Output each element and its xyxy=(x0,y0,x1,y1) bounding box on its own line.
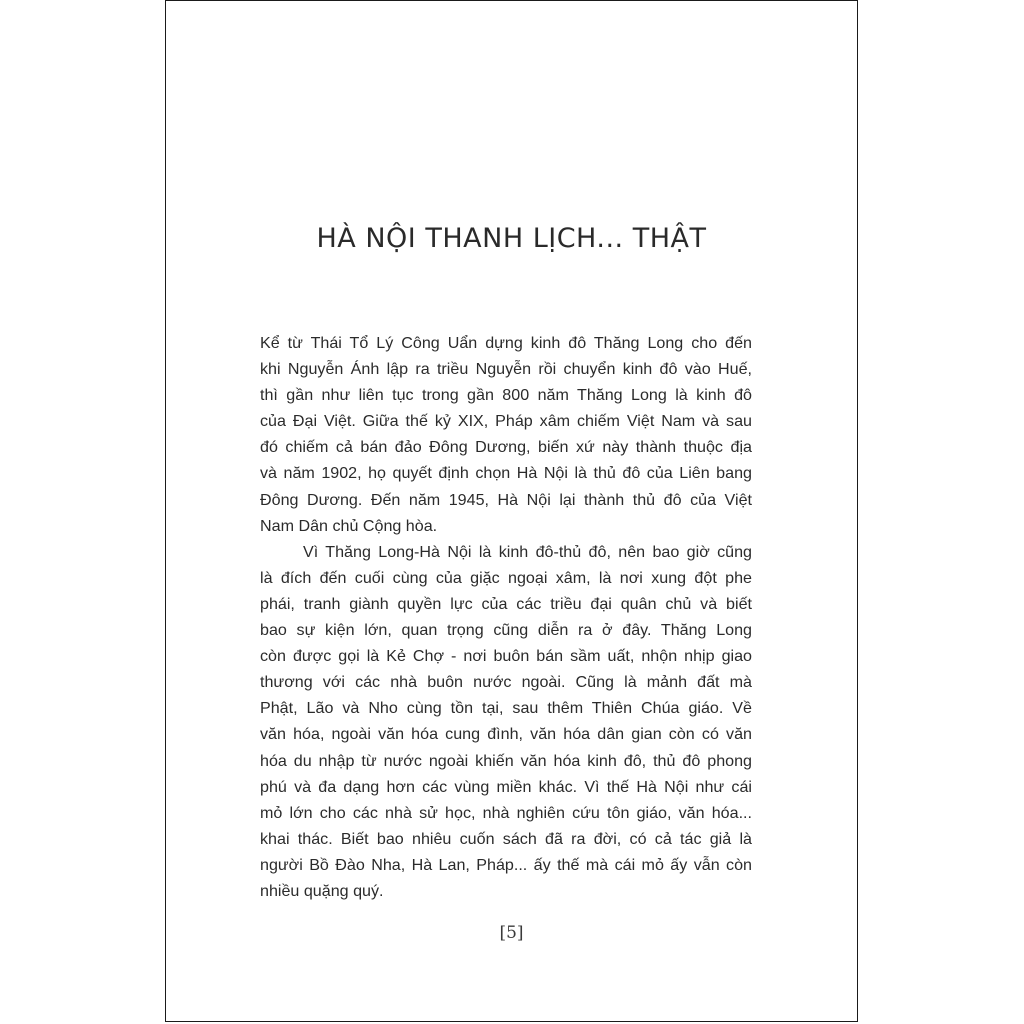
text-line: và năm 1902, họ quyết định chọn Hà Nội là thủ đô của Liên bang xyxy=(260,464,752,483)
text-line: còn được gọi là Kẻ Chợ - nơi buôn bán sầm uất, nhộn nhịp giao xyxy=(260,647,752,666)
text-line: văn hóa, ngoài văn hóa cung đình, văn hóa dân gian còn có văn xyxy=(260,725,752,744)
text-line: nhiều quặng quý. xyxy=(260,881,384,900)
text-line: phái, tranh giành quyền lực của các triều đại quân chủ và biết xyxy=(260,594,752,613)
text-line: Nam Dân chủ Cộng hòa. xyxy=(260,516,438,535)
text-line: thương với các nhà buôn nước ngoài. Cũng là mảnh đất mà xyxy=(260,673,752,692)
text-line: Phật, Lão và Nho cùng tồn tại, sau thêm Thiên Chúa giáo. Về xyxy=(260,699,752,718)
chapter-title: HÀ NỘI THANH LỊCH... THẬT xyxy=(316,223,707,254)
text-line: người Bồ Đào Nha, Hà Lan, Pháp... ấy thế mà cái mỏ ấy vẫn còn xyxy=(260,855,752,874)
body-text xyxy=(260,330,752,904)
book-page xyxy=(165,0,858,1022)
text-line: của Đại Việt. Giữa thế kỷ XIX, Pháp xâm chiếm Việt Nam và sau xyxy=(260,412,752,431)
text-line: khai thác. Biết bao nhiêu cuốn sách đã ra đời, có cả tác giả là xyxy=(260,829,752,848)
text-line: bao sự kiện lớn, quan trọng cũng diễn ra ở đây. Thăng Long xyxy=(260,621,752,640)
text-line: phú và đa dạng hơn các vùng miền khác. Vì thế Hà Nội như cái xyxy=(260,777,752,796)
text-line: thì gần như liên tục trong gần 800 năm Thăng Long là kinh đô xyxy=(260,386,752,405)
text-line: khi Nguyễn Ánh lập ra triều Nguyễn rồi chuyển kinh đô vào Huế, xyxy=(260,360,752,379)
text-line: Kể từ Thái Tổ Lý Công Uẩn dựng kinh đô Thăng Long cho đến xyxy=(260,334,752,352)
text-line: Đông Dương. Đến năm 1945, Hà Nội lại thành thủ đô của Việt xyxy=(260,490,752,509)
text-line: đó chiếm cả bán đảo Đông Dương, biến xứ này thành thuộc địa xyxy=(260,438,752,457)
text-line: Vì Thăng Long-Hà Nội là kinh đô-thủ đô, nên bao giờ cũng xyxy=(303,542,752,561)
text-line: là đích đến cuối cùng của giặc ngoại xâm, là nơi xung đột phe xyxy=(260,568,752,587)
text-line: hóa du nhập từ nước ngoài khiến văn hóa kinh đô, thủ đô phong xyxy=(260,751,752,770)
text-line: mỏ lớn cho các nhà sử học, nhà nghiên cứu tôn giáo, văn hóa... xyxy=(260,803,752,822)
page-number: [5] xyxy=(499,923,524,943)
